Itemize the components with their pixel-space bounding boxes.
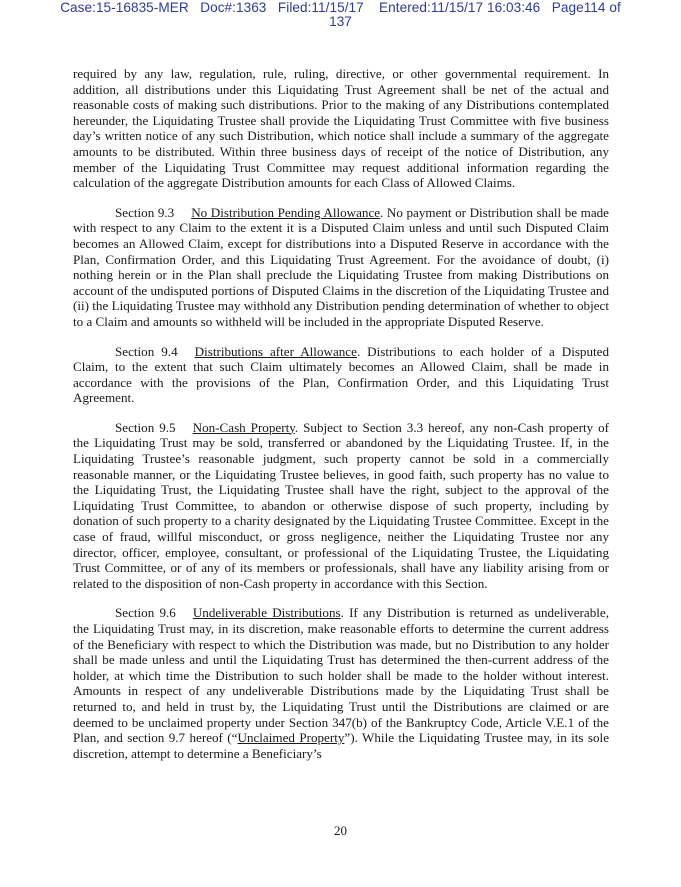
section-text: . Distributions to each holder of a Disputed Claim, to the extent that such Claim ultimately becomes an Allowed Claim, shall be made in accordance with the provisions of the Plan, Confirmation Order, and this Liquidating Trust Agreement.: [73, 343, 610, 406]
docket-header: [0, 0, 681, 29]
intro-paragraph: required by any law, regulation, rule, ruling, directive, or other governmental requirement. In addition, all distributions under this Liquidating Trust Agreement shall be net of the actual and reasonable costs of making such distributions. Prior to the making of any Distributions contemplated hereunder, the Liquidating Trustee shall provide the Liquidating Trust Committee with five business day’s written notice of any such Distribution, which notice shall include a summary of the aggregate amounts to be distributed. Within three business days of receipt of the notice of Distribution, any member of the Liquidating Trust Committee may request additional information regarding the calculation of the aggregate Distribution amounts for each Class of Allowed Claims.: [73, 66, 609, 191]
docket-header-line2: 137: [329, 14, 352, 29]
section-text: . No payment or Distribution shall be made with respect to any Claim to the extent it is a Disputed Claim unless and until such Disputed Claim becomes an Allowed Claim, except for distributions into a Disputed Reserve in accordance with the Plan, Confirmation Order, and this Liquidating Trust Agreement. For the avoidance of doubt, (i) nothing herein or in the Plan shall preclude the Liquidating Trustee from making Distributions on account of the undisputed portions of Disputed Claims in the discretion of the Liquidating Trustee and (ii) the Liquidating Trustee may withhold any Distribution pending determination of whether to object to a Claim and amounts so withheld will be included in the appropriate Disputed Reserve.: [73, 204, 609, 329]
section-title: No Distribution Pending Allowance: [191, 204, 381, 220]
section-text: . If any Distribution is returned as undeliverable, the Liquidating Trust may, in its discretion, make reasonable efforts to determine the current address of the Beneficiary with respect to which the Distribution was made, but no Distribution to any holder shall be made unless and until the Liquidating Trust has determined the then-current address of the holder, at which time the Distribution to such holder shall be made to the holder without interest. Amounts in respect of any undeliverable Distributions made by the Liquidating Trust shall be returned to, and held in trust by, the Liquidating Trust until the Distributions are claimed or are deemed to be unclaimed property under Section 347(b) of the Bankruptcy Code, Article V.E.1 of the Plan, and section 9.7 hereof (“: [73, 605, 609, 746]
section-number: Section 9.6: [115, 605, 176, 621]
section-9-3-paragraph: [73, 205, 609, 330]
section-number: Section 9.5: [115, 419, 176, 435]
section-9-6-paragraph: [73, 605, 609, 761]
section-title: Undeliverable Distributions: [192, 605, 341, 621]
section-number: Section 9.3: [115, 204, 175, 220]
document-body: [73, 66, 609, 775]
section-title: Distributions after Allowance: [194, 343, 357, 359]
section-9-4-paragraph: [73, 344, 609, 406]
section-number: Section 9.4: [115, 343, 178, 359]
page-number: 20: [333, 823, 348, 838]
section-title: Non-Cash Property: [192, 419, 295, 435]
docket-header-line1: Case:15-16835-MER Doc#:1363 Filed:11/15/17 Entered:11/15/17 16:03:46 Page114 of: [60, 0, 621, 15]
section-9-5-paragraph: [73, 420, 609, 592]
section-text: . Subject to Section 3.3 hereof, any non-Cash property of the Liquidating Trust may be sold, transferred or abandoned by the Liquidating Trustee. If, in the Liquidating Trustee’s reasonable judgment, such property cannot be sold in a commercially reasonable manner, or the Liquidating Trustee believes, in good faith, such property has no value to the Liquidating Trust, the Liquidating Trustee shall have the right, subject to the approval of the Liquidating Trust Committee, to abandon or otherwise dispose of such property, including by donation of such property to a charity designated by the Liquidating Trustee Committee. Except in the case of fraud, willful misconduct, or gross negligence, neither the Liquidating Trustee nor any director, officer, employee, consultant, or professional of the Liquidating Trustee, the Liquidating Trust Committee, or of any of its members or professionals, shall have any liability arising from or related to the disposition of non-Cash property in accordance with this Section.: [73, 419, 610, 591]
section-text-continued: ”). While the Liquidating Trustee may, in its sole discretion, attempt to determine a Beneficiary’s: [73, 730, 610, 761]
defined-term: Unclaimed Property: [237, 730, 345, 746]
